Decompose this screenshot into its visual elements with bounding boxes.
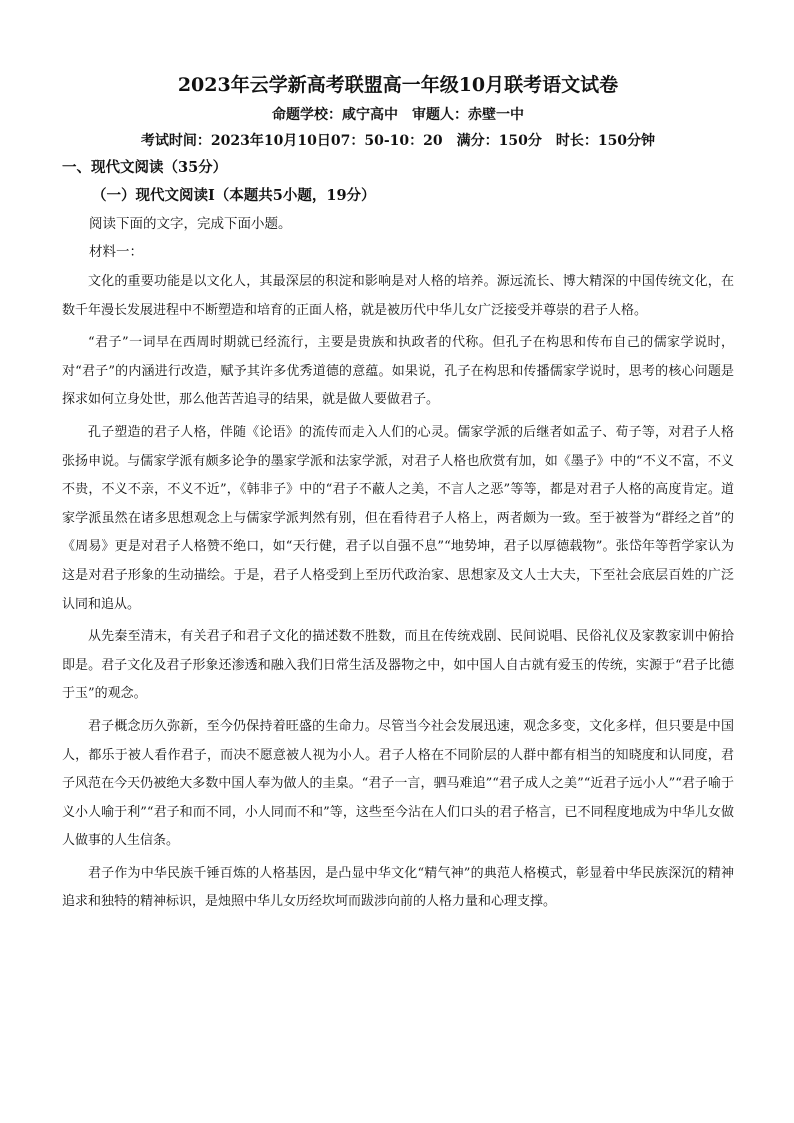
exam-title: 2023年云学新高考联盟高一年级10月联考语文试卷 (177, 74, 619, 96)
full-score: 满分：150分 (456, 133, 542, 149)
paragraph: 君子作为中华民族千锤百炼的人格基因，是凸显中华文化“精气神”的典范人格模式，彰显着中华民族深沉的精神追求和独特的精神标识，是烛照中华儿女历经坎坷而跋涉向前的人格力量和心理支撑。 (62, 865, 734, 910)
subsection-heading: （一）现代文阅读Ⅰ（本题共5小题，19分） (92, 187, 376, 204)
paragraph: 文化的重要功能是以文化人，其最深层的积淀和影响是对人格的培养。源远流长、博大精深的中国传统文化，在数千年漫长发展进程中不断塑造和培育的正面人格，就是被历代中华儿女广泛接受并尊崇的君子人格。 (62, 274, 734, 318)
exam-duration: 时长：150分钟 (555, 133, 656, 149)
exam-authors (62, 104, 734, 126)
reviewer: 审题人：赤壁一中 (412, 107, 524, 123)
proposing-school: 命题学校：咸宁高中 (272, 107, 398, 123)
material-label: 材料一： (89, 244, 143, 260)
exam-time: 考试时间：2023年10月10日07：50-10：20 (140, 133, 443, 149)
paragraph: “君子”一词早在西周时期就已经流行，主要是贵族和执政者的代称。但孔子在构思和传布自己的儒家学说时，对“君子”的内涵进行改造，赋予其许多优秀道德的意蕴。如果说，孔子在构思和传播儒家学说时，思考的核心问题是探求如何立身处世，那么他苦苦追寻的结果，就是做人要做君子。 (62, 335, 734, 408)
section-heading: 一、现代文阅读（35分） (62, 159, 228, 176)
reading-instruction: 阅读下面的文字，完成下面小题。 (89, 216, 292, 232)
paragraph: 从先秦至清末，有关君子和君子文化的描述数不胜数，而且在传统戏剧、民间说唱、民俗礼仪及家教家训中俯拾即是。君子文化及君子形象还渗透和融入我们日常生活及器物之中，如中国人自古就有爱玉的传统，实源于“君子比德于玉”的观念。 (62, 629, 734, 702)
paragraph: 君子概念历久弥新，至今仍保持着旺盛的生命力。尽管当今社会发展迅速，观念多变，文化多样，但只要是中国人，都乐于被人看作君子，而决不愿意被人视为小人。君子人格在不同阶层的人群中都有相当的知晓度和认同度，君子风范在今天仍被绝大多数中国人奉为做人的圭臬。“君子一言，驷马难追”“君子成人之美”“近君子远小人”“君子喻于义小人喻于利”“君子和而不同，小人同而不和”等，这些至今沾在人们口头的君子格言，已不同程度地成为中华儿女做人做事的人生信条。 (62, 718, 734, 849)
paragraph: 孔子塑造的君子人格，伴随《论语》的流传而走入人们的心灵。儒家学派的后继者如孟子、荀子等，对君子人格张扬申说。与儒家学派有颇多论争的墨家学派和法家学派，对君子人格也欣赏有加，如《墨子》中的“不义不富，不义不贵，不义不亲，不义不近”，《韩非子》中的“君子不蔽人之美，不言人之恶”等等，都是对君子人格的高度肯定。道家学派虽然在诸多思想观念上与儒家学派判然有别，但在看待君子人格上，两者颇为一致。至于被誉为“群经之首”的《周易》更是对君子人格赞不绝口，如“天行健，君子以自强不息”“地势坤，君子以厚德载物”。张岱年等哲学家认为这是对君子形象的生动描绘。于是，君子人格受到上至历代政治家、思想家及文人士大夫，下至社会底层百姓的广泛认同和追从。 (62, 424, 734, 612)
exam-info (62, 130, 734, 152)
